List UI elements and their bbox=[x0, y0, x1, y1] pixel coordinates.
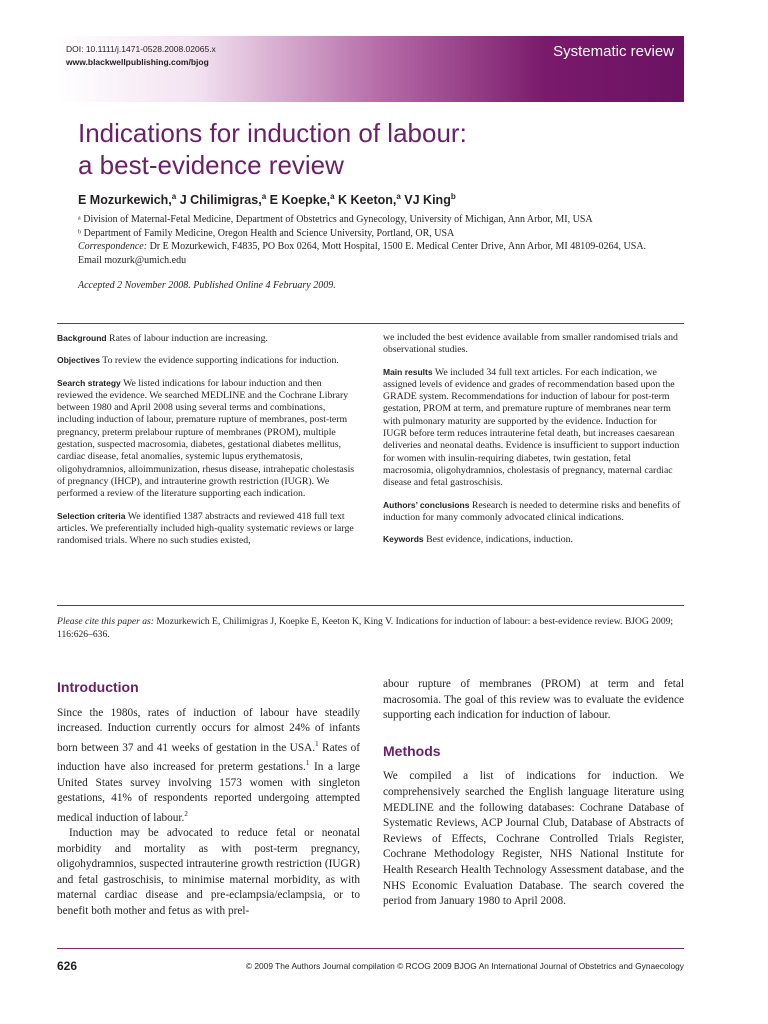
affiliation-a: ᵃ Division of Maternal-Fetal Medicine, Department of Obstetrics and Gynecology, University of Michigan, Ann Arbor, MI, USA bbox=[78, 214, 593, 225]
email[interactable]: Email mozurk@umich.edu bbox=[78, 254, 187, 266]
footer-copyright: © 2009 The Authors Journal compilation © RCOG 2009 BJOG An International Journal of Obstetrics and Gynaecology bbox=[245, 961, 684, 971]
abstract-background: Background Rates of labour induction are increasing. bbox=[57, 333, 268, 344]
methods-column bbox=[383, 677, 684, 910]
author-list bbox=[78, 192, 456, 207]
footer-rule bbox=[57, 948, 684, 949]
methods-paragraph: We compiled a list of indications for induction. We comprehensively searched the English language literature using MEDLINE and the following databases: Cochrane Database of Systematic Reviews, ACP Journal Club, Database of Abstracts of Reviews of Effects, Cochrane Controlled Trials Register, Cochrane Methodology Register, NHS National Institute for Health Research Health Technology Assessment database, and the NHS Economic Evaluation Database. The search covered the period from January 1980 to April 2008. bbox=[383, 770, 684, 908]
introduction-continued: abour rupture of membranes (PROM) at term and fetal macrosomia. The goal of this review was to evaluate the evidence supporting each indication for induction of labour. bbox=[383, 678, 684, 722]
citation: Please cite this paper as: Mozurkewich E, Chilimigras J, Koepke E, Keeton K, King V. Indications for induction of labour: a best-evidence review. BJOG 2009; 116:626–636. bbox=[57, 616, 674, 640]
affiliations bbox=[78, 213, 688, 267]
section-label: Systematic review bbox=[553, 43, 674, 60]
affiliation-b: ᵇ Department of Family Medicine, Oregon Health and Science University, Portland, OR, USA bbox=[78, 227, 455, 239]
author: VJ King$^b$ bbox=[404, 192, 456, 208]
introduction-paragraph-2: Induction may be advocated to reduce fetal or neonatal morbidity and mortality as with post-term pregnancy, oligohydramnios, suspected intrauterine growth restriction (IUGR) and fetal gastroschisis, to minimise maternal morbidity, as with maternal cardiac disease and pre-eclampsia/eclampsia, or to benefit both mother and fetus as with prel- bbox=[57, 827, 360, 918]
title-line-1: Indications for induction of labour: bbox=[78, 118, 467, 148]
page-number: 626 bbox=[57, 959, 78, 973]
abstract-selection-criteria: Selection criteria We identified 1387 abstracts and reviewed 418 full text articles. We preferentially included high-quality systematic reviews or large randomised trials. Where no such studies existed, bbox=[57, 510, 354, 547]
article-title bbox=[78, 117, 678, 181]
author: J Chilimigras,$^a$ bbox=[179, 192, 267, 208]
author: K Keeton,$^a$ bbox=[338, 192, 401, 208]
author: E Mozurkewich,$^a$ bbox=[78, 192, 177, 208]
abstract-keywords: Keywords Best evidence, indications, induction. bbox=[383, 534, 573, 546]
accepted-date: Accepted 2 November 2008. Published Online 4 February 2009. bbox=[78, 280, 336, 291]
doi[interactable]: DOI: 10.1111/j.1471-0528.2008.02065.x bbox=[66, 44, 216, 54]
abstract-search-strategy: Search strategy We listed indications for labour induction and then reviewed the evidence. We searched MEDLINE and the Cochrane Library between 1980 and April 2008 using several terms and combinations, including induction of labour, premature rupture of membranes, post-term pregnancy, preterm prelabour rupture of membranes (PROM), multiple gestation, suspected macrosomia, diabetes, gestational diabetes mellitus, cardiac disease, fetal anomalies, systemic lupus erythematosis, oligohydramnios, alloimmunization, rhesus disease, intrahepatic cholestasis of pregnancy (IHCP), and intrauterine growth restriction (IUGR). We performed a review of the literature supporting each indication. bbox=[57, 377, 355, 500]
abstract-objectives: Objectives To review the evidence supporting indications for induction. bbox=[57, 355, 339, 367]
methods-heading: Methods bbox=[383, 742, 441, 759]
journal-url[interactable]: www.blackwellpublishing.com/bjog bbox=[66, 57, 209, 67]
introduction-heading: Introduction bbox=[57, 679, 139, 695]
introduction-column bbox=[57, 680, 360, 920]
abstract-right-column bbox=[383, 332, 681, 555]
author: E Koepke,$^a$ bbox=[269, 192, 335, 208]
abstract-top-rule bbox=[57, 323, 684, 324]
abstract-main-results: Main results We included 34 full text articles. For each indication, we assigned levels of evidence and grades of recommendation based upon the GRADE system. Recommendations for induction of labour for post-term gestation, PROM at term, and premature rupture of membranes near term with pulmonary maturity are supported by the evidence. Induction for IUGR before term reduces intrauterine fetal death, but increases caesarean deliveries and neonatal deaths. Evidence is insufficient to support induction for women with insulin-requiring diabetes, twin gestation, fetal macrosomia, oligohydramnios, cholestasis of pregnancy, maternal cardiac disease and fetal gastroschisis. bbox=[383, 366, 680, 489]
abstract-conclusions: Authors’ conclusions Research is needed to determine risks and benefits of induction for many commonly advocated clinical indications. bbox=[383, 499, 681, 523]
title-line-2: a best-evidence review bbox=[78, 150, 344, 180]
introduction-paragraph-1: Since the 1980s, rates of induction of labour have steadily increased. Induction currently occurs for almost 24% of infants born between 37 and 41 weeks of gestation in the USA.$^1$ Rates of induction have also increased for preterm gestations.$^1$ In a large United States survey involving 1573 women with singleton gestations, 41% of respondents reported undergoing attempted medical induction of labour.$^2$ bbox=[57, 706, 360, 824]
abstract-left-column bbox=[57, 332, 357, 556]
correspondence: Correspondence: Dr E Mozurkewich, F4835, PO Box 0264, Mott Hospital, 1500 E. Medical Center Drive, Ann Arbor, MI 48109-0264, USA. bbox=[78, 241, 647, 252]
abstract-bottom-rule bbox=[57, 605, 684, 606]
abstract-selection-continued: we included the best evidence available from smaller randomised trials and observational studies. bbox=[383, 332, 678, 356]
